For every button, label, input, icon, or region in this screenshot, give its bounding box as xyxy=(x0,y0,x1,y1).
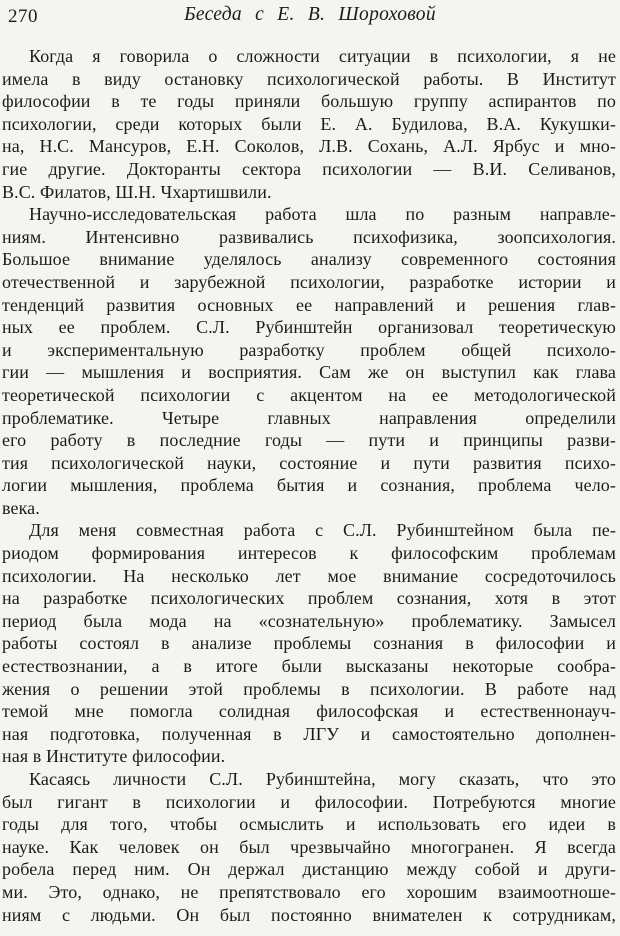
text-line: ная подготовка, полученная в ЛГУ и самостоятельно дополнен- xyxy=(2,723,616,744)
text-line: гии — мышления и восприятия. Сам же он выступил как глава xyxy=(2,362,616,383)
page-number: 270 xyxy=(8,6,38,27)
text-line: риодом формирования интересов к философским проблемам xyxy=(2,543,616,564)
text-line: гие другие. Докторанты сектора психологии — В.И. Селиванов, xyxy=(2,158,616,179)
text-line: был гигант в психологии и философии. Потребуются многие xyxy=(2,791,616,812)
text-line: ная в Институте философии. xyxy=(2,746,226,767)
text-line: работы состоял в анализе проблемы сознания в философии и xyxy=(2,633,616,654)
text-line: робела перед ним. Он держал дистанцию между собой и други- xyxy=(2,859,616,880)
text-line: период была мода на «сознательную» проблематику. Замысел xyxy=(2,610,616,631)
text-line: жения о решении этой проблемы в психологии. В работе над xyxy=(2,678,616,699)
text-line: теоретической психологии с акцентом на ее методологической xyxy=(2,384,616,405)
text-line: Когда я говорила о сложности ситуации в психологии, я не xyxy=(29,46,616,66)
text-line: века. xyxy=(2,497,40,518)
text-paragraph xyxy=(2,203,616,519)
text-paragraph xyxy=(2,768,616,926)
text-line: темой мне помогла солидная философская и естественнонауч- xyxy=(2,701,616,722)
text-line: его работу в последние годы — пути и принципы разви- xyxy=(2,430,616,451)
text-line: Для меня совместная работа с С.Л. Рубинштейном была пе- xyxy=(29,520,616,541)
text-line: естествознании, а в итоге были высказаны некоторые сообра- xyxy=(2,656,616,677)
text-line: на разработке психологических проблем сознания, хотя в этот xyxy=(2,588,616,609)
text-line: Касаясь личности С.Л. Рубинштейна, могу сказать, что это xyxy=(29,769,616,789)
text-line: Научно-исследовательская работа шла по разным направле- xyxy=(29,204,616,225)
text-line: годы для того, чтобы осмыслить и использовать его идеи в xyxy=(2,814,616,835)
page-header xyxy=(0,4,620,30)
running-title: Беседа с Е. В. Шороховой xyxy=(184,4,436,25)
text-paragraph xyxy=(2,519,616,768)
text-line: ниям. Интенсивно развивались психофизика, зоопсихология. xyxy=(2,226,616,247)
text-line: ных ее проблем. С.Л. Рубинштейн организовал теоретическую xyxy=(2,317,616,338)
text-line: ми. Это, однако, не препятствовало его хорошим взаимоотноше- xyxy=(2,881,616,902)
text-paragraph xyxy=(2,45,616,203)
text-line: тия психологической науки, состояние и пути развития психо- xyxy=(2,452,616,473)
text-line: проблематике. Четыре главных направления определили xyxy=(2,407,616,428)
text-line: ниям с людьми. Он был постоянно внимателен к сотрудникам, xyxy=(2,904,616,925)
text-line: Большое внимание уделялось анализу современного состояния xyxy=(2,249,616,270)
text-line: В.С. Филатов, Ш.Н. Чхартишвили. xyxy=(2,181,272,202)
text-line: и экспериментальную разработку проблем общей психоло- xyxy=(2,339,616,360)
text-line: науке. Как человек он был чрезвычайно многогранен. Я всегда xyxy=(2,836,616,857)
text-line: философии в те годы приняли большую группу аспирантов по xyxy=(2,91,616,112)
text-line: психологии, среди которых были Е. А. Будилова, В.А. Кукушки- xyxy=(2,113,616,134)
text-line: логии мышления, проблема бытия и сознания, проблема чело- xyxy=(2,475,616,496)
text-line: отечественной и зарубежной психологии, разработке истории и xyxy=(2,271,616,292)
text-line: на, Н.С. Мансуров, Е.Н. Соколов, Л.В. Сохань, А.Л. Ярбус и мно- xyxy=(2,136,616,157)
text-block xyxy=(2,45,616,926)
text-line: тенденций развития основных ее направлений и решения глав- xyxy=(2,294,616,315)
text-line: имела в виду остановку психологической работы. В Институт xyxy=(2,68,616,89)
text-line: психологии. На несколько лет мое внимание сосредоточилось xyxy=(2,565,616,586)
